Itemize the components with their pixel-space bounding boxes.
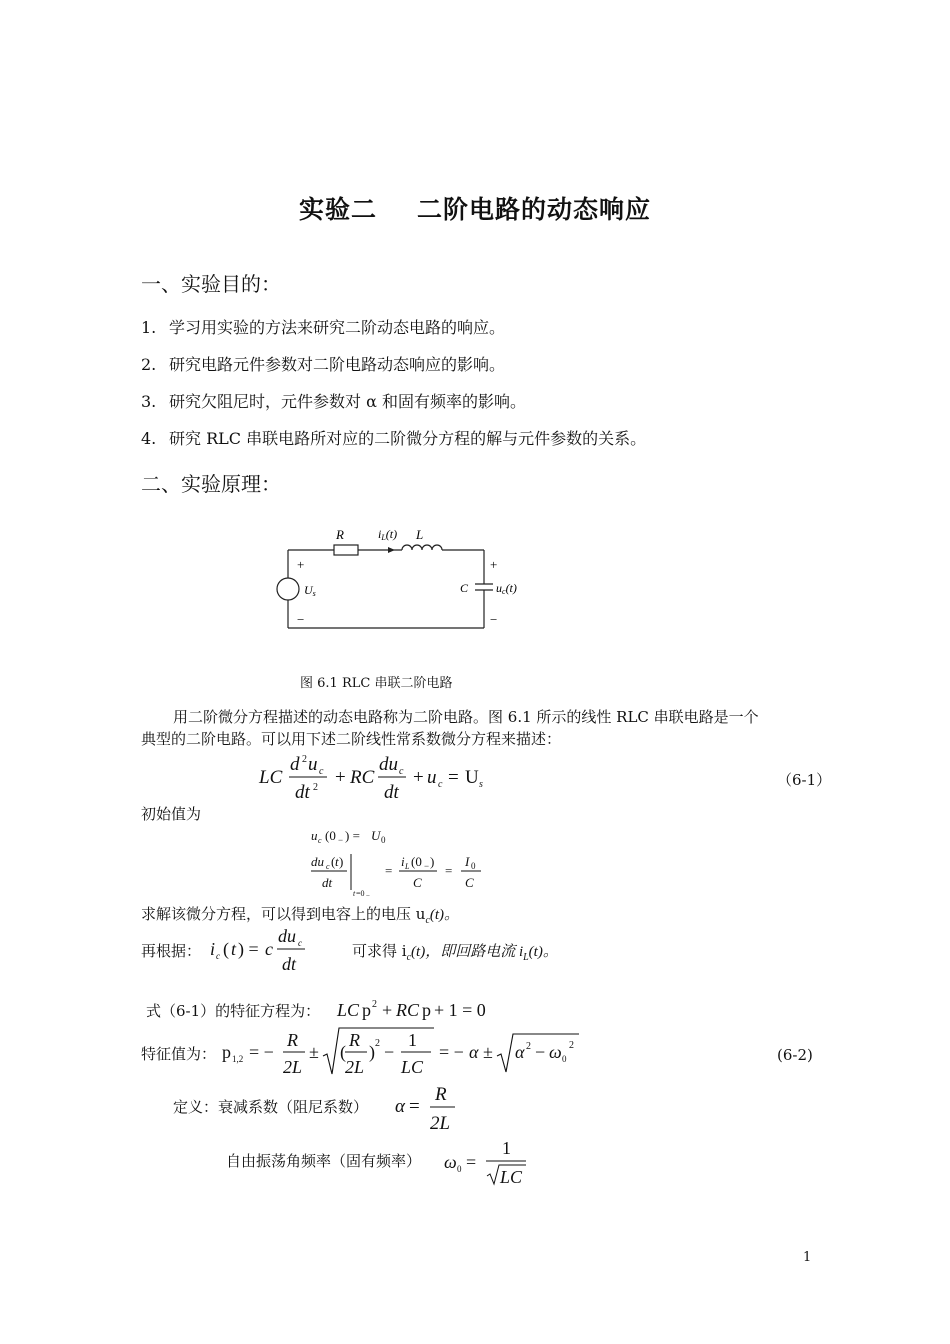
- svg-text:2: 2: [372, 999, 377, 1010]
- svg-text:(: (: [331, 854, 336, 869]
- svg-text:u: u: [308, 754, 318, 775]
- objective-2-num: 2.: [141, 355, 157, 374]
- objective-2-text: 研究电路元件参数对二阶电路动态响应的影响。: [169, 355, 506, 374]
- equation-6-1-number: （6-1）: [777, 771, 832, 789]
- svg-text:dt: dt: [322, 875, 333, 890]
- objective-1-text: 学习用实验的方法来研究二阶动态电路的响应。: [169, 318, 506, 337]
- svg-text:du: du: [278, 926, 296, 946]
- svg-text:= −: = −: [249, 1042, 274, 1062]
- rlc-circuit-diagram: [270, 520, 530, 640]
- objective-3: [141, 389, 526, 412]
- svg-text:(0: (0: [411, 854, 422, 869]
- again-result: 可求得 $i_c(t)$，即回路电流 $i_L(t)$。: [352, 942, 558, 963]
- svg-text:): ): [369, 1042, 375, 1062]
- svg-text:2: 2: [569, 1040, 574, 1051]
- svg-text:= −: = −: [439, 1042, 464, 1062]
- initial-label: 初始值为: [141, 805, 202, 823]
- svg-text:LC: LC: [337, 1000, 360, 1020]
- equation-6-2-number: (6-2): [777, 1046, 813, 1064]
- svg-text:=: =: [448, 767, 459, 788]
- svg-text:+: +: [382, 1000, 393, 1020]
- section2-heading: 二、实验原理：: [141, 472, 281, 496]
- initial-conditions: [305, 822, 505, 898]
- svg-text:du: du: [311, 854, 324, 869]
- svg-text:=: =: [466, 1152, 477, 1172]
- svg-text:c: c: [298, 938, 302, 948]
- svg-text:=: =: [385, 863, 393, 878]
- svg-text:−: −: [535, 1042, 546, 1062]
- svg-text:±: ±: [483, 1042, 493, 1062]
- objective-1: [141, 315, 505, 338]
- svg-text:1,2: 1,2: [232, 1054, 244, 1064]
- objective-4: [141, 426, 646, 449]
- svg-text:u: u: [427, 767, 437, 788]
- svg-text:2: 2: [375, 1038, 380, 1049]
- inductor-symbol: [402, 545, 442, 550]
- svg-text:du: du: [379, 754, 398, 775]
- figure-caption: 图 6.1 RLC 串联二阶电路: [300, 676, 453, 691]
- label-Us: Us: [304, 583, 316, 598]
- svg-text:R: R: [287, 1030, 298, 1050]
- objective-1-num: 1.: [141, 318, 157, 337]
- svg-text:p: p: [422, 1000, 431, 1020]
- svg-text:−: −: [366, 892, 370, 898]
- svg-text:U: U: [371, 828, 381, 843]
- again-label: 再根据：: [141, 942, 202, 960]
- svg-text:=: =: [409, 1096, 420, 1117]
- svg-text:±: ±: [309, 1042, 319, 1062]
- title-part2: 二阶电路的动态响应: [417, 195, 652, 224]
- solve-text: 求解该微分方程，可以得到电容上的电压 $u_c(t)$。: [141, 905, 460, 926]
- objective-4-text: 研究 RLC 串联电路所对应的二阶微分方程的解与元件参数的关系。: [169, 429, 647, 448]
- label-iL: iL(t): [378, 527, 398, 542]
- svg-text:): ): [430, 854, 435, 869]
- svg-text:c: c: [318, 836, 322, 845]
- current-arrow: [388, 547, 395, 553]
- svg-text:c: c: [399, 766, 404, 777]
- svg-text:=0: =0: [356, 889, 365, 898]
- equation-omega0: [442, 1134, 542, 1190]
- svg-text:c: c: [216, 951, 220, 961]
- svg-text:2: 2: [302, 754, 307, 765]
- section1-heading: 一、实验目的：: [141, 272, 281, 296]
- svg-text:C: C: [465, 875, 474, 890]
- svg-text:i: i: [210, 939, 216, 959]
- svg-text:RC: RC: [396, 1000, 420, 1020]
- page-number: 1: [803, 1250, 812, 1265]
- svg-text:−: −: [384, 1042, 395, 1062]
- definition-label: 定义：衰减系数（阻尼系数）: [173, 1098, 369, 1116]
- svg-text:2: 2: [313, 782, 318, 793]
- label-plus-left: +: [297, 557, 305, 572]
- svg-text:LC: LC: [259, 767, 283, 788]
- svg-text:s: s: [479, 779, 483, 790]
- svg-text:C: C: [413, 875, 422, 890]
- svg-text:dt: dt: [282, 954, 297, 974]
- svg-text:1: 1: [408, 1030, 417, 1050]
- svg-text:dt: dt: [384, 782, 399, 803]
- svg-text:c: c: [319, 766, 324, 777]
- svg-text:R: R: [349, 1030, 360, 1050]
- svg-text:t: t: [353, 889, 356, 898]
- svg-text:t: t: [231, 939, 237, 959]
- voltage-source-symbol: [277, 578, 299, 600]
- title-part1: 实验二: [298, 195, 377, 224]
- svg-text:+: +: [335, 767, 346, 788]
- svg-text:) =: ) =: [345, 828, 360, 843]
- svg-text:=: =: [445, 863, 453, 878]
- svg-text:0: 0: [381, 835, 386, 845]
- svg-text:α: α: [395, 1096, 405, 1117]
- svg-text:2: 2: [526, 1041, 531, 1052]
- paragraph1-line2: 典型的二阶电路。可以用下述二阶线性常系数微分方程来描述：: [141, 730, 562, 748]
- characteristic-equation: [334, 994, 494, 1024]
- label-minus-right: −: [490, 612, 498, 627]
- svg-text:(: (: [223, 939, 229, 959]
- svg-text:c: c: [265, 939, 273, 959]
- svg-text:dt: dt: [295, 782, 310, 803]
- svg-text:(0: (0: [325, 828, 336, 843]
- svg-text:2L: 2L: [430, 1113, 451, 1134]
- equation-6-1: [255, 750, 505, 806]
- eigen-label: 特征值为：: [141, 1045, 217, 1063]
- equation-ic: [207, 922, 317, 978]
- label-uc: uc(t): [496, 581, 517, 596]
- svg-text:LC: LC: [401, 1057, 424, 1077]
- char-eq-label: 式（6-1）的特征方程为：: [146, 1002, 321, 1020]
- svg-text:I: I: [465, 854, 470, 869]
- svg-text:−: −: [424, 861, 430, 871]
- svg-text:d: d: [290, 754, 300, 775]
- svg-text:+: +: [413, 767, 424, 788]
- svg-text:+ 1 = 0: + 1 = 0: [434, 1000, 486, 1020]
- label-L: L: [416, 527, 424, 542]
- svg-text:ω: ω: [444, 1152, 457, 1172]
- svg-text:t: t: [335, 854, 339, 869]
- svg-text:): ): [339, 854, 344, 869]
- svg-text:1: 1: [502, 1138, 511, 1158]
- svg-text:0: 0: [471, 861, 476, 871]
- svg-text:0: 0: [562, 1054, 567, 1064]
- svg-text:−: −: [338, 835, 344, 845]
- svg-text:i: i: [401, 854, 405, 869]
- label-minus-left: −: [297, 612, 305, 627]
- svg-text:0: 0: [457, 1164, 462, 1174]
- objective-3-text: 研究欠阻尼时，元件参数对 α 和固有频率的影响。: [169, 392, 526, 411]
- objective-4-num: 4.: [141, 429, 157, 448]
- svg-text:2L: 2L: [283, 1057, 303, 1077]
- svg-text:LC: LC: [500, 1167, 523, 1187]
- svg-text:RC: RC: [350, 767, 375, 788]
- objective-2: [141, 352, 505, 375]
- svg-text:c: c: [438, 779, 443, 790]
- frequency-label: 自由振荡角频率（固有频率）: [226, 1152, 422, 1170]
- equation-6-2: [219, 1022, 589, 1082]
- label-C: C: [460, 581, 469, 595]
- svg-text:R: R: [435, 1084, 447, 1105]
- svg-text:c: c: [326, 862, 330, 871]
- svg-text:α: α: [515, 1042, 525, 1062]
- svg-text:p: p: [362, 1000, 371, 1020]
- resistor-symbol: [334, 545, 358, 555]
- svg-text:u: u: [311, 828, 318, 843]
- equation-alpha: [393, 1080, 463, 1136]
- label-R: R: [336, 527, 344, 542]
- svg-text:U: U: [465, 767, 479, 788]
- svg-text:L: L: [405, 862, 410, 871]
- paragraph1-line1: 用二阶微分方程描述的动态电路称为二阶电路。图 6.1 所示的线性 RLC 串联电路是一个: [173, 708, 759, 726]
- objective-3-num: 3.: [141, 392, 157, 411]
- svg-text:p: p: [222, 1042, 231, 1062]
- svg-text:α: α: [469, 1042, 479, 1062]
- page-title: [0, 190, 950, 226]
- label-plus-right: +: [490, 557, 498, 572]
- svg-text:ω: ω: [549, 1042, 562, 1062]
- svg-text:2L: 2L: [345, 1057, 365, 1077]
- svg-text:) =: ) =: [238, 939, 259, 959]
- svg-text:(: (: [340, 1042, 346, 1062]
